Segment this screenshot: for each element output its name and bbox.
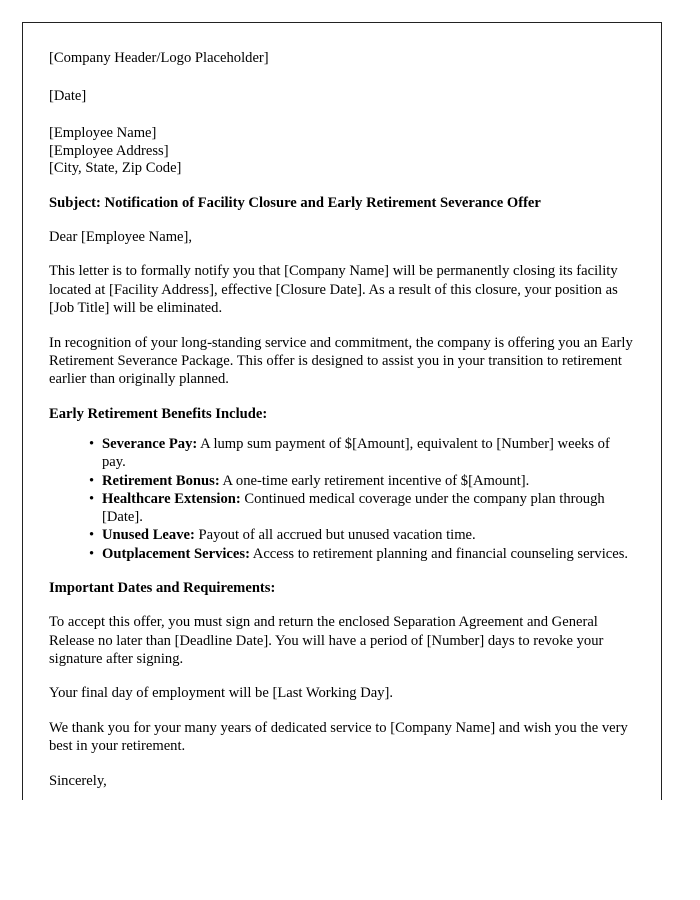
benefit-description: Payout of all accrued but unused vacation time. — [194, 527, 476, 544]
benefit-label: Healthcare Extension: — [102, 490, 241, 507]
important-dates-heading: Important Dates and Requirements: — [49, 579, 276, 596]
benefit-label: Outplacement Services: — [102, 545, 250, 562]
salutation: Dear [Employee Name], — [49, 229, 193, 246]
spacer — [49, 389, 633, 405]
benefit-label: Retirement Bonus: — [102, 472, 220, 489]
benefit-item — [89, 490, 633, 526]
benefit-item — [89, 545, 633, 563]
spacer — [49, 178, 633, 194]
recipient-name: [Employee Name] — [49, 125, 157, 142]
paragraph-severance-offer: In recognition of your long-standing service and commitment, the company is offering you an Early Retirement Severance Package. This offer is designed to assist you in your transition to retirement earlier than originally planned. — [49, 334, 633, 388]
recipient-address: [Employee Address] — [49, 142, 169, 159]
recipient-address-block — [49, 125, 633, 177]
benefit-item — [89, 435, 633, 471]
benefit-description: Access to retirement planning and financial counseling services. — [249, 545, 629, 562]
spacer — [49, 212, 633, 228]
benefit-item — [89, 472, 633, 490]
spacer — [49, 756, 633, 772]
closing-salutation: Sincerely, — [49, 772, 107, 789]
spacer — [49, 67, 633, 87]
document-body — [49, 49, 633, 790]
company-header-placeholder: [Company Header/Logo Placeholder] — [49, 50, 269, 66]
benefit-description: A lump sum payment of $[Amount], equivalent to [Number] weeks of pay. — [102, 436, 610, 471]
paragraph-thank-you: We thank you for your many years of dedicated service to [Company Name] and wish you the very best in your retirement. — [49, 719, 628, 755]
letter-date: [Date] — [49, 88, 87, 105]
paragraph-acceptance-requirements: To accept this offer, you must sign and return the enclosed Separation Agreement and General Release no later than [Deadline Date]. You will have a period of [Number] days to revoke your signature after signing. — [49, 614, 604, 667]
spacer — [49, 668, 633, 684]
subject-line: Subject: Notification of Facility Closure and Early Retirement Severance Offer — [49, 194, 541, 211]
benefits-heading: Early Retirement Benefits Include: — [49, 405, 268, 422]
spacer — [49, 597, 633, 613]
benefit-description: Continued medical coverage under the company plan through [Date]. — [102, 490, 605, 526]
spacer — [49, 105, 633, 125]
benefit-label: Unused Leave: — [102, 527, 195, 544]
spacer — [49, 423, 633, 435]
recipient-city-state-zip: [City, State, Zip Code] — [49, 160, 182, 177]
document-page — [22, 22, 662, 800]
paragraph-closure-notice: This letter is to formally notify you that [Company Name] will be permanently closing its facility located at [Facility Address], effective [Closure Date]. As a result of this closure, your position as [Job Title] will be eliminated. — [49, 263, 618, 317]
spacer — [49, 246, 633, 262]
paragraph-final-day: Your final day of employment will be [Last Working Day]. — [49, 685, 394, 702]
spacer — [49, 703, 633, 719]
spacer — [49, 318, 633, 334]
spacer — [49, 563, 633, 579]
benefits-list — [49, 435, 633, 562]
benefit-label: Severance Pay: — [102, 436, 198, 453]
benefit-description: A one-time early retirement incentive of $[Amount]. — [219, 472, 530, 489]
benefit-item — [89, 526, 633, 544]
